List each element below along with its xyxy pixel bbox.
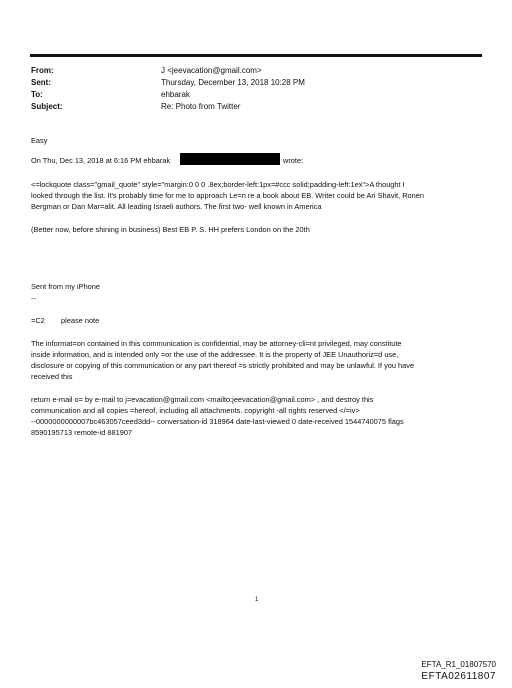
subject-value: Re: Photo from Twitter	[161, 102, 241, 111]
return-line-1: return e-mail o= by e-mail to j=evacation@gmail.com <mailto:jeevacation@gmail.com> , and destroy this	[31, 395, 374, 404]
quote-line-2: looked through the list. It's probably time for me to approach Le=n re a book about EB. Writer could be Ari Shavit, Ronen	[31, 191, 424, 200]
notice-line-4: received this	[31, 372, 73, 381]
better-now-line: (Better now, before shining in business) Best EB P. S. HH prefers London on the 20th	[31, 225, 310, 234]
from-value: J <jeevacation@gmail.com>	[161, 66, 262, 75]
quote-line-1: <=lockquote class="gmail_quote" style="margin:0 0 0 .8ex;border-left:1px=#ccc solid;padding-left:1ex">A thought I	[31, 180, 405, 189]
footer-ref-1: EFTA_R1_01807570	[421, 660, 496, 669]
to-value: ehbarak	[161, 90, 190, 99]
quote-line-3: Bergman or Dan Mar=alit. All leading Israeli authors. The first two- well known in America	[31, 202, 322, 211]
notice-line-3: disclosure or copying of this communication or any part thereof =s strictly prohibited and may be unlawful. If you have	[31, 361, 415, 370]
redaction-box	[180, 153, 280, 165]
sent-value: Thursday, December 13, 2018 10:28 PM	[161, 78, 305, 87]
return-line-4: 8590195713 remote-id 881907	[31, 428, 133, 437]
footer-ref-2: EFTA02611807	[421, 671, 496, 682]
page-number: 1	[255, 597, 259, 603]
return-line-3: --0000000000007bc463057ceed3dd-- conversation-id 318964 date-last-viewed 0 date-received 1544740075 flags	[31, 417, 404, 426]
from-label: From:	[31, 66, 54, 75]
on-date-prefix: On Thu, Dec 13, 2018 at 6:16 PM ehbarak	[31, 156, 171, 165]
easy-line: Easy	[31, 136, 48, 145]
notice-line-1: The informat=on contained in this communication is confidential, may be attorney-cli=nt privileged, may constitute	[31, 339, 402, 348]
notice-line-2: inside information, and is intended only =or the use of the addressee. It is the property of JEE Unauthoriz=d use,	[31, 350, 399, 359]
to-label: To:	[31, 90, 43, 99]
return-line-2: communication and all copies =hereof, including all attachments. copyright -all rights reserved </=iv>	[31, 406, 360, 415]
sent-label: Sent:	[31, 78, 51, 87]
c2-code: =C2	[31, 316, 45, 325]
sent-from-line: Sent from my iPhone	[31, 282, 101, 291]
please-note: please note	[61, 316, 100, 325]
on-date-suffix: wrote:	[283, 156, 304, 165]
header-rule	[30, 54, 482, 57]
subject-label: Subject:	[31, 102, 63, 111]
signature-dashes: --	[31, 294, 36, 303]
